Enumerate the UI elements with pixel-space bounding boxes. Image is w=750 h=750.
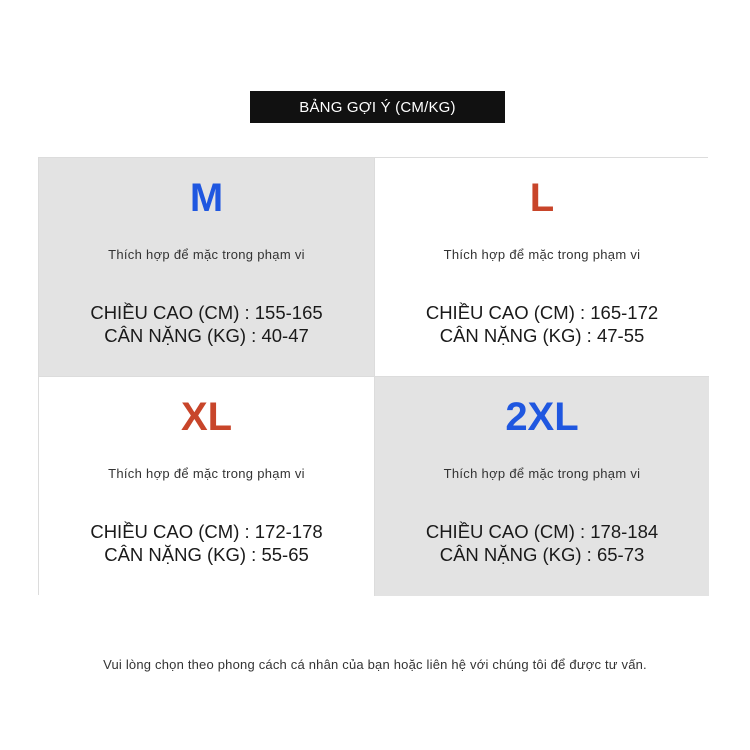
size-card-2xl: [375, 377, 709, 596]
height-range: CHIỀU CAO (CM) : 165-172: [425, 302, 659, 323]
size-subtitle: Thích hợp để mặc trong phạm vi: [108, 247, 305, 262]
weight-range: CÂN NẶNG (KG) : 55-65: [104, 544, 309, 565]
weight-range: CÂN NẶNG (KG) : 40-47: [104, 325, 309, 346]
size-label: 2XL: [505, 395, 579, 439]
size-chart-title: BẢNG GỢI Ý (CM/KG): [250, 91, 505, 123]
size-label: XL: [180, 395, 233, 439]
size-measures: [39, 520, 374, 566]
size-subtitle: Thích hợp để mặc trong phạm vi: [443, 247, 641, 262]
height-range: CHIỀU CAO (CM) : 178-184: [425, 521, 659, 542]
weight-range: CÂN NẶNG (KG) : 47-55: [439, 325, 645, 346]
size-grid: [38, 157, 708, 595]
footer-note: Vui lòng chọn theo phong cách cá nhân của bạn hoặc liên hệ với chúng tôi để được tư vấn.: [103, 657, 647, 672]
weight-range: CÂN NẶNG (KG) : 65-73: [439, 544, 645, 565]
size-label: L: [529, 176, 555, 220]
size-card-l: [375, 158, 709, 377]
size-measures: [375, 301, 709, 347]
size-card-xl: [39, 377, 375, 596]
size-measures: [39, 301, 374, 347]
size-label: M: [189, 176, 224, 220]
size-subtitle: Thích hợp để mặc trong phạm vi: [108, 466, 305, 481]
height-range: CHIỀU CAO (CM) : 155-165: [90, 302, 323, 323]
size-measures: [375, 520, 709, 566]
height-range: CHIỀU CAO (CM) : 172-178: [90, 521, 323, 542]
size-subtitle: Thích hợp để mặc trong phạm vi: [443, 466, 641, 481]
size-card-m: [39, 158, 375, 377]
